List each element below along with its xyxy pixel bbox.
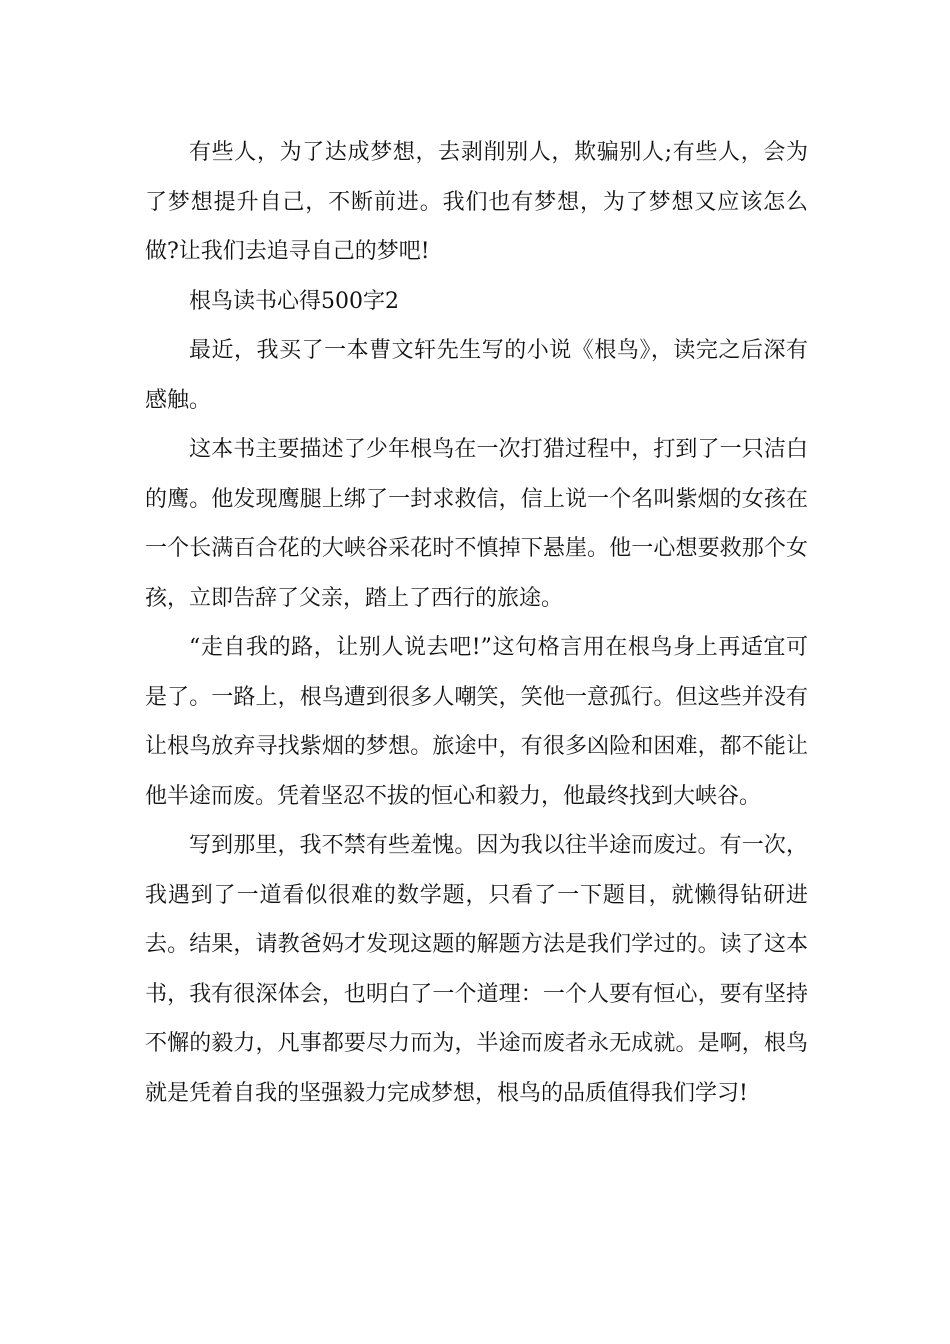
paragraph-intro: 有些人，为了达成梦想，去剥削别人，欺骗别人;有些人，会为了梦想提升自己，不断前进。我们也有梦想，为了梦想又应该怎么做?让我们去追寻自己的梦吧! <box>145 140 808 264</box>
section-heading: 根鸟读书心得500字2 <box>189 288 399 314</box>
paragraph-4: 写到那里，我不禁有些羞愧。因为我以往半途而废过。有一次，我遇到了一道看似很难的数学题，只看了一下题目，就懒得钻研进去。结果，请教爸妈才发现这题的解题方法是我们学过的。读了这本书，我有很深体会，也明白了一个道理：一个人要有恒心，要有坚持不懈的毅力，凡事都要尽力而为，半途而废者永无成就。是啊，根鸟就是凭着自我的坚强毅力完成梦想，根鸟的品质值得我们学习! <box>145 833 808 1106</box>
paragraph-2: 这本书主要描述了少年根鸟在一次打猎过程中，打到了一只洁白的鹰。他发现鹰腿上绑了一封求救信，信上说一个名叫紫烟的女孩在一个长满百合花的大峡谷采花时不慎掉下悬崖。他一心想要救那个女孩，立即告辞了父亲，踏上了西行的旅途。 <box>145 437 808 611</box>
paragraph-3: “走自我的路，让别人说去吧!”这句格言用在根鸟身上再适宜可是了。一路上，根鸟遭到很多人嘲笑，笑他一意孤行。但这些并没有让根鸟放弃寻找紫烟的梦想。旅途中，有很多凶险和困难，都不能让他半途而废。凭着坚忍不拔的恒心和毅力，他最终找到大峡谷。 <box>145 635 808 809</box>
paragraph-1: 最近，我买了一本曹文轩先生写的小说《根鸟》，读完之后深有感触。 <box>145 338 808 413</box>
